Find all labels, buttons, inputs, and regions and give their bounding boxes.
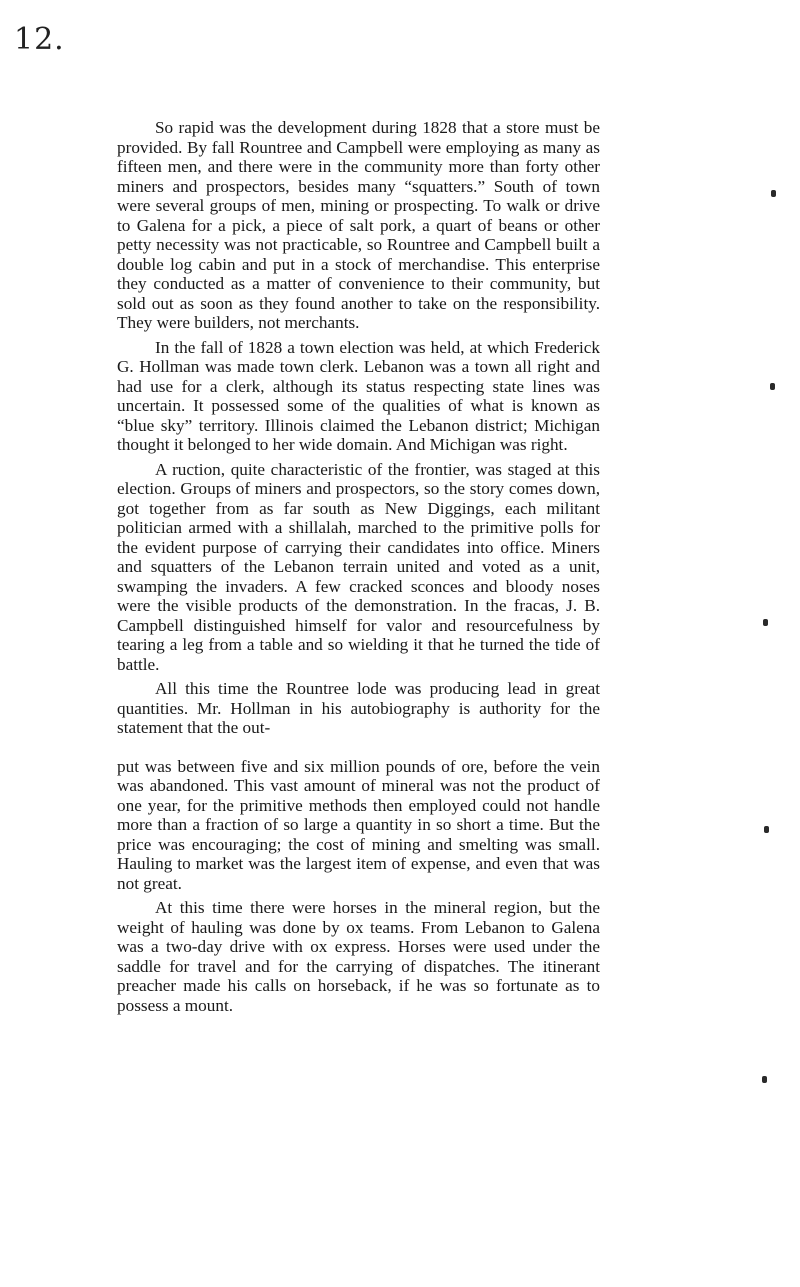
paragraph-ruction: A ruction, quite characteristic of the frontier, was staged at this election. Groups of miners and prospectors, so the story comes down, got together from as far south as New Diggings, each militant politician armed with a shillalah, marched to the primitive polls for the evident purpose of carrying their candidates into office. Miners and squatters of the Lebanon terrain united and voted as a unit, swamping the invaders. A few cracked sconces and bloody noses were the visible products of the demonstration. In the fracas, J. B. Campbell distinguished himself for valor and resourcefulness by tearing a leg from a table and so wielding it that he turned the tide of battle. <box>117 459 600 674</box>
text-column <box>117 118 600 1015</box>
binding-hole-mark <box>762 1076 767 1083</box>
paragraph-store: So rapid was the development during 1828 that a store must be provided. By fall Rountree and Campbell were employing as many as fifteen men, and there were in the community more than forty other miners and prospectors, besides many “squatters.” South of town were several groups of men, mining or prospecting. To walk or drive to Galena for a pick, a piece of salt pork, a quart of beans or other petty necessity was not practicable, so Rountree and Campbell built a double log cabin and put in a stock of merchandise. This enterprise they conducted as a matter of convenience to their community, but sold out as soon as they found another to take on the responsibility. They were builders, not merchants. <box>117 118 600 332</box>
binding-hole-mark <box>764 826 769 833</box>
paragraph-election: In the fall of 1828 a town election was held, at which Frederick G. Hollman was made town clerk. Lebanon was a town all right and had use for a clerk, although its status respecting state lines was uncertain. It possessed some of the qualities of what is known as “blue sky” territory. Illinois claimed the Lebanon district; Michigan thought it belonged to her wide domain. And Michigan was right. <box>117 337 600 454</box>
page-number: 12. <box>14 22 65 57</box>
paragraph-ore-output: put was between five and six million pounds of ore, before the vein was abandoned. This vast amount of mineral was not the product of one year, for the primitive methods then employed could not handle more than a fraction of so large a quantity in so short a time. But the price was encouraging; the cost of mining and smelting was small. Hauling to market was the largest item of expense, and even that was not great. <box>117 756 600 893</box>
paragraph-horses: At this time there were horses in the mineral region, but the weight of hauling was done by ox teams. From Lebanon to Galena was a two-day drive with ox express. Horses were used under the saddle for travel and for the carrying of dispatches. The itinerant preacher made his calls on horseback, if he was so fortunate as to possess a mount. <box>117 898 600 1015</box>
binding-hole-mark <box>771 190 776 197</box>
binding-hole-mark <box>763 619 768 626</box>
binding-hole-mark <box>770 383 775 390</box>
paragraph-rountree-lode: All this time the Rountree lode was producing lead in great quantities. Mr. Hollman in his autobiography is authority for the statement that the out- <box>117 679 600 737</box>
